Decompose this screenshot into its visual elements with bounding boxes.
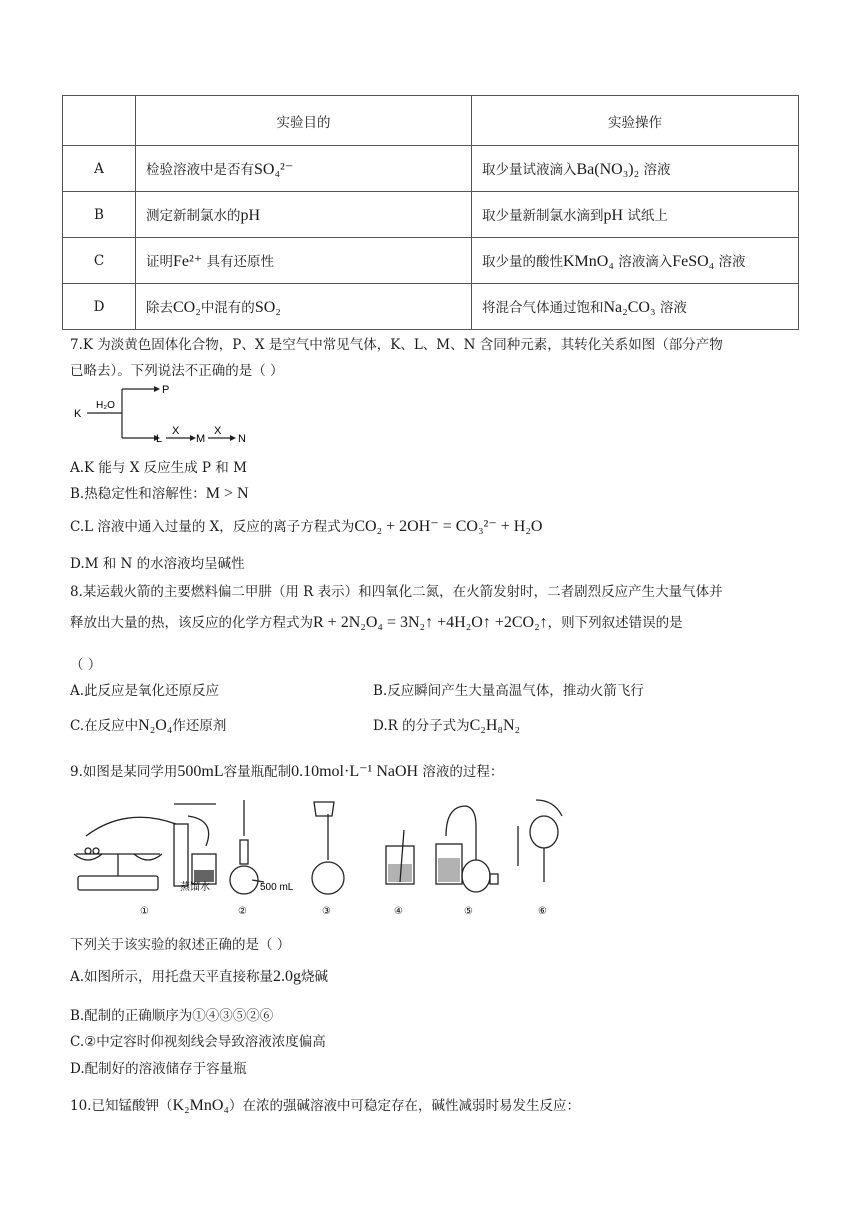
formula: Ba(NO₃)₂	[576, 161, 640, 178]
node-k: K	[74, 408, 82, 420]
q9-option-c: C.②中定容时仰视刻线会导致溶液浓度偏高	[70, 1034, 326, 1050]
option-text: B.热稳定性和溶解性：	[70, 486, 206, 502]
row-purpose	[136, 284, 472, 330]
node-l: L	[156, 433, 163, 445]
formula: M > N	[205, 485, 249, 502]
step-label: ③	[322, 906, 331, 917]
header-cell-purpose: 实验目的	[136, 96, 472, 146]
distilled-water-label: 蒸馏水	[180, 882, 210, 893]
q9-stem	[70, 760, 503, 781]
header-cell-operation: 实验操作	[472, 96, 799, 146]
q7-option-b	[70, 482, 249, 503]
reagent-x2: X	[214, 425, 222, 437]
row-label: D	[63, 284, 136, 330]
formula: SO₂	[254, 299, 281, 316]
q7-option-a: A.K 能与 X 反应生成 P 和 M	[70, 460, 247, 476]
table-row	[63, 192, 799, 238]
operation-text: 取少量的酸性	[482, 254, 563, 270]
q8-answer-paren: （ ）	[70, 657, 102, 673]
stem-text: 容量瓶配制	[223, 764, 292, 780]
step-label: ⑥	[538, 906, 547, 917]
stem-text: 10.已知锰酸钾（	[70, 1098, 173, 1114]
purpose-text: 证明	[146, 254, 173, 270]
table-row	[63, 146, 799, 192]
formula: SO₄²⁻	[254, 161, 294, 178]
row-label: A	[63, 146, 136, 192]
formula: C₂H₈N₂	[469, 717, 521, 734]
row-purpose	[136, 192, 472, 238]
formula: pH	[603, 207, 624, 224]
row-operation	[472, 238, 799, 284]
row-purpose	[136, 238, 472, 284]
operation-text: 溶液滴入	[618, 254, 673, 270]
operation-text: 取少量新制氯水滴到	[482, 208, 604, 224]
option-text: D.R 的分子式为	[373, 718, 470, 734]
reagent-x1: X	[172, 425, 180, 437]
row-purpose	[136, 146, 472, 192]
operation-text: 溶液	[718, 254, 746, 270]
balance-icon	[74, 817, 176, 890]
volumetric-flask-icon	[230, 800, 264, 894]
node-n: N	[238, 433, 246, 445]
stem-text: ，则下列叙述错误的是	[547, 615, 683, 631]
q7-stem-line1: 7.K 为淡黄色固体化合物，P、X 是空气中常见气体，K、L、M、N 含同种元素，其转化关系如图（部分产物	[70, 337, 723, 353]
step-label: ④	[394, 906, 403, 917]
step-label: ①	[140, 906, 149, 917]
q9-option-a	[70, 965, 328, 986]
stem-text: 溶液的过程：	[422, 764, 504, 780]
table-row	[63, 284, 799, 330]
q9-solution-preparation-figure	[66, 796, 576, 920]
formula: N₂O₄	[138, 717, 173, 734]
q10-stem	[70, 1094, 580, 1115]
q7-stem-line2: 已略去）。下列说法不正确的是（ ）	[70, 363, 284, 379]
option-text: A.如图所示，用托盘天平直接称量	[70, 969, 274, 985]
formula: FeSO₄	[672, 253, 715, 270]
q8-option-c	[70, 714, 226, 735]
purpose-text: 检验溶液中是否有	[146, 162, 254, 178]
q9-question: 下列关于该实验的叙述正确的是（ ）	[70, 937, 291, 953]
reagent-water: H₂O	[96, 400, 115, 411]
q7-option-c	[70, 515, 542, 536]
row-label: C	[63, 238, 136, 284]
purpose-text: 中混有的	[200, 300, 255, 316]
purpose-text: 具有还原性	[206, 254, 275, 270]
formula: 2.0g	[273, 968, 302, 985]
stem-text: 释放出大量的热，该反应的化学方程式为	[70, 615, 313, 631]
table-row	[63, 238, 799, 284]
formula: CO₂	[173, 299, 201, 316]
row-operation	[472, 192, 799, 238]
q8-stem-line1: 8.某运载火箭的主要燃料偏二甲肼（用 R 表示）和四氧化二氮，在火箭发射时，二者剧烈反应产生大量气体并	[70, 584, 723, 600]
row-operation	[472, 146, 799, 192]
q9-option-b: B.配制的正确顺序为①④③⑤②⑥	[70, 1008, 274, 1024]
formula: CO₂ + 2OH⁻ = CO₃²⁻ + H₂O	[354, 518, 543, 535]
q8-option-d	[373, 714, 520, 735]
formula: R + 2N₂O₄ = 3N₂↑ +4H₂O↑ +2CO₂↑	[313, 614, 548, 631]
pouring-flask-icon	[312, 802, 344, 894]
q7-option-d: D.M 和 N 的水溶液均呈碱性	[70, 556, 245, 572]
node-p: P	[162, 384, 170, 396]
operation-text: 试纸上	[627, 208, 668, 224]
purpose-text: 除去	[146, 300, 173, 316]
operation-text: 将混合气体通过饱和	[482, 300, 604, 316]
formula: K₂MnO₄	[172, 1097, 229, 1114]
purpose-text: 测定新制氯水的	[146, 208, 241, 224]
operation-text: 溶液	[659, 300, 687, 316]
option-text: C.L 溶液中通入过量的 X，反应的离子方程式为	[70, 519, 355, 535]
formula: Na₂CO₃	[603, 299, 656, 316]
formula: 500mL	[177, 763, 224, 780]
row-label: B	[63, 192, 136, 238]
step-label: ⑤	[464, 906, 473, 917]
stem-text: ）在浓的强碱溶液中可稳定存在，碱性减弱时易发生反应：	[228, 1098, 580, 1114]
flask-volume-label: 500 mL	[260, 882, 294, 893]
stem-text: 9.如图是某同学用	[70, 764, 178, 780]
q9-option-d: D.配制好的溶液储存于容量瓶	[70, 1061, 247, 1077]
operation-text: 溶液	[643, 162, 671, 178]
q8-option-a: A.此反应是氧化还原反应	[70, 683, 220, 699]
q8-stem-line2	[70, 611, 683, 632]
inverting-flask-icon	[518, 800, 562, 882]
header-cell-blank	[63, 96, 136, 146]
row-operation	[472, 284, 799, 330]
operation-text: 取少量试液滴入	[482, 162, 577, 178]
option-text: C.在反应中	[70, 718, 139, 734]
formula: 0.10mol·L⁻¹ NaOH	[291, 763, 419, 780]
formula: pH	[240, 207, 261, 224]
formula: KMnO₄	[563, 253, 614, 270]
option-text: 作还原剂	[172, 718, 227, 734]
step-label: ②	[238, 906, 247, 917]
formula: Fe²⁺	[173, 253, 203, 270]
node-m: M	[196, 433, 206, 445]
option-text: 烧碱	[301, 969, 329, 985]
q7-transformation-diagram	[70, 380, 270, 450]
table-header-row	[63, 96, 799, 146]
experiment-table	[62, 95, 799, 330]
q8-option-b: B.反应瞬间产生大量高温气体，推动火箭飞行	[373, 683, 644, 699]
